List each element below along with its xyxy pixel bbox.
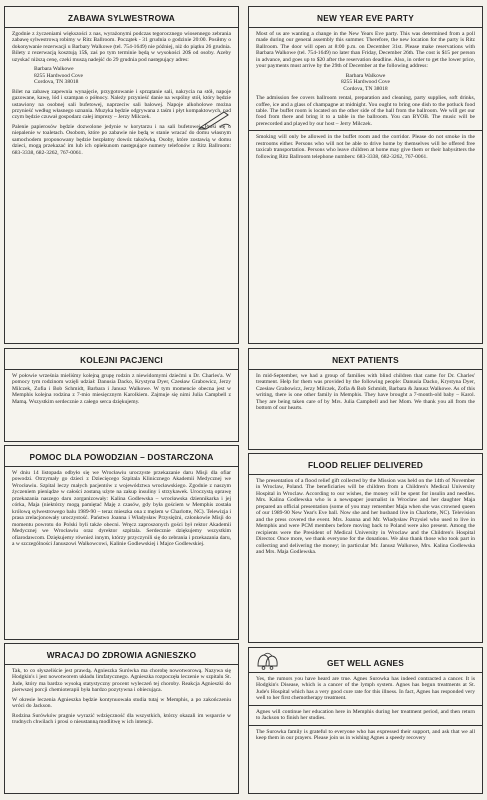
flood-paragraph: The presentation of a flood relief gift collected by the Mission was held on the 14th of November in Wroclaw, Poland. The beneficiaries will be children from a Children's Medical University Hospital in Wroclaw. According to our wishes, the money will be spent for insulin and needles. Mrs. Kalina Godlewska who is a newspaper journalist in Wroclaw and her daughter Maja prepared an official presentation (some of you may remember Maja when she was crowned queen of our 1989-90 New Year's Eve ball. Now she and her husband live in Charlotte, NC). Television and the press covered the event. Mrs. Joanna and Mr. Władysław Przysiel who used to live in Memphis and were PCM members before moving back to Poland were also present. Among the recipients were the President of Medical University in Wroclaw and the Children's Hospital Director. Once more, we thank everyone for the donations. We also thank those who took part in collecting and delivering the money; in particular Mr. Janusz Walkowe, Mrs. Kalina Godlewska and Mrs. Maja Godlewska.	[256, 478, 475, 555]
zabawa-paragraph-2: Bilet na zabawę zapewnia wynajęcie, przygotowanie i sprzątanie sali, nakrycia na stół, napoje gazowane, kawę, lód i szampan o północy. Należy przynieść danie na wspólny stół, który będzie ustawiony na osobnej sali bufetowej, naprzeciw sali balowej. Napoje alkoholowe można przynieść według własnego uznania. Muzyka będzie odgrywana z taśm i płyt kompaktowych, nad czym będzie czuwał gospodarz całej imprezy – Jerzy Milczek.	[12, 88, 231, 121]
nye-paragraph-3: Smoking will only be allowed in the buffet room and the corridor. Please do not smoke in the restrooms either. Persons who will not be able to drive home by themselves will be offered free taxicab transportation. Persons who leave children at home may give them or their babysitters the following Ritz Ballroom telephone numbers: 683-3338, 682-3262, 767-0061.	[256, 134, 475, 160]
kolejni-section	[4, 348, 239, 442]
agnes-paragraph-1: Yes, the rumors you have heard are true. Agnes Surowka has indeed contracted a cancer. It is Hodgkin's Disease, which is a cancer of the lymph system. Agnes has begun treatments at St. Jude's Hospital which has a very good cure rate for this illness. In fact, Agnes has responded very well to her first chemotherapy treatment.	[256, 676, 475, 702]
next-section	[248, 348, 483, 450]
pomoc-section	[4, 445, 239, 640]
nye-section	[248, 6, 483, 344]
polish-column	[4, 6, 239, 794]
zabawa-address: Barbara Walkowe 8255 Hardwood Cove Cordova, TN 38018	[34, 66, 83, 86]
wracaj-section	[4, 643, 239, 794]
wracaj-paragraph-3: Rodzina Surówków pragnie wyrazić wdzięczność dla wszystkich, którzy okazali im wsparcie w trudnych chwilach i prosi o nieustanną modlitwę w ich intencji.	[12, 712, 231, 726]
zabawa-paragraph-1: Zgodnie z życzeniami większości z nas, wyrażonymi podczas tegorocznego wiosennego zebrania zabawę sylwestrową robimy w Ritz Ballroom. Początek - 31 grudnia o godzinie 20:00. Posiłmy o dokonywanie rezerwacji u Barbary Walkowe (tel. 754-1649) nie później, niż do piątku 26 grudnia. Bilety z rezerwacją kosztują 15$, zaś po tym terminie będą w wysokości 20$ od osoby. Azeby uzyskać niższą cenę, czeki muszą nadejść do 29 grudnia pod następujący adres:	[12, 31, 231, 63]
nye-title: NEW YEAR EVE PARTY	[317, 13, 414, 23]
wracaj-title: WRACAJ DO ZDROWIA AGNIESZKO	[46, 650, 197, 660]
wracaj-paragraph-2: W okresie leczenia Agnieszka będzie kontynuowała studia tutaj w Memphis, a po zakończeniu wróci do Jackson.	[12, 696, 231, 710]
zabawa-paragraph-3: Palenie papierosów będzie dozwolone jedynie w korytarzu i na sali bufetowej. Prosi się o niepalenie w toaletach. Osobom, które po zabawie nie będą w stanie wracać do domu własnym samochodem proponowany będzie bezpłatny dowóz taksówką. Osoby, które zostawią w domu dzieci, mogą przekazać im lub ich opiekunom następujące numery telefonów z Ritz Ballroom: 683-3338, 682-3262, 767-0061.	[12, 123, 231, 156]
newsletter-page	[4, 6, 483, 796]
nye-paragraph-2: The admission fee covers ballroom rental, preparation and cleaning, party supplies, soft drinks, coffee, ice and a glass of champagne at midnight. You ought to bring one dish to the potluck food table. The buffet room is located on the other side of the hall from the ballroom. We will get our food from there and bring it to a table in the ballroom. You can BYOB. The music will be prerecorded and played by our host – Jerry Milczek.	[256, 95, 475, 127]
wracaj-paragraph-1: Tak, to co słyszeliście jest prawdą. Agnieszka Surówka ma chorobę nowotworową. Nazywa się Hodgkin's i jest nowotworem układu limfatycznego. Agnieszka rozpoczęła leczenie w szpitalu St. Jude, który ma bardzo wysoką statystyczny procent wyleczeń tej choroby. Reakcja Agnieszki do pierwszej porcji chemioterapii była bardzo pozytywna i obiecująca.	[12, 668, 231, 694]
nye-address: Barbara Walkowe 8255 Hardwood Cove Cordova, TN 38018	[341, 72, 390, 92]
next-title: NEXT PATIENTS	[332, 355, 399, 365]
pomoc-paragraph: W dniu 14 listopada odbyło się we Wrocławiu uroczyste przekazanie daru Misji dla ofiar powodzi. Otrzymały go dzieci z Dziecięcego Szpitala Klinicznego Akademii Medycznej we Wrocławiu. Szpital leczy małych pacjentów z województwa wrocławskiego. Zgodnie z naszym życzeniem pieniądze w całości zostaną użyte na zakup insuliny i strzykawek. Uroczystą oprawę przekazania naszego daru zorganizowały: Kalina Godlewska – wrocławska dziennikarka i jej córka, Maja (niektórzy mogą pamiętać Maję z czasów, gdy była gościem w Memphis została królową sylwestrowego balu 1989-90 – teraz mieszka ona z mężem w Charlotte, NC). Telewizja i prasa zrelacjonowały uroczystość. Państwo Joanna i Władysław Przysiężni, członkowie Misji do momentu powrotu do Polski byli także obecni. Wręcz zaproszonych gości był rektor Akademii Medycznej we Wrocławiu oraz dyrektor szpitala. Serdecznie dziękujemy wszystkim ofiarodawcom. Dziękujemy również innym, którzy przyczynili się do zebrania i przekazania daru, a w szczególności Januszowi Walkowcowi, Kalinie Godlewskiej i Majce Godlewskiej.	[12, 470, 231, 547]
pen-icon	[198, 108, 232, 130]
flood-section	[248, 453, 483, 643]
pomoc-title: POMOC DLA POWODZIAN – DOSTARCZONA	[29, 452, 214, 462]
agnes-section	[248, 647, 483, 794]
agnes-paragraph-2: Agnes will continue her education here in Memphis during her treatment period, and then return to Jackson to finish her studies.	[256, 708, 475, 722]
agnes-title: GET WELL AGNES	[326, 658, 404, 668]
next-paragraph: In mid-September, we had a group of families with blind children that came for Dr. Charles' treatment. Help for them was provided by the following people: Danusia Dacko, Krystyna Dyer, Czesław Grabowicz, Jerzy Milczek, Zofia & Bob Schmidt, Barbara & Janusz Walkowe. As of this writing, there is one other family in Memphis. They have brought a 7-month-old baby – Karol. They are being taken care of by Mrs. Julia Campbell and her Mom. We thank you all from the bottom of our hearts.	[256, 373, 475, 412]
bells-icon	[253, 650, 283, 672]
zabawa-title: ZABAWA SYLWESTROWA	[67, 13, 175, 23]
zabawa-section	[4, 6, 239, 344]
kolejni-title: KOLEJNI PACJENCI	[80, 355, 163, 365]
english-column	[248, 6, 483, 794]
nye-paragraph-1: Most of us are wanting a change in the New Years Eve party. This was determined from a poll made during our general assembly this summer. Therefore, the new location for the party is Ritz Ballroom. The door will open at 8:00 p.m. on December 31st. Please make reservations with Barbara Walkowe (tel. 754-1649) no later than Friday, December 26th. The cost is $15 per person in advance, and goes up to $20 after the reservation deadline. Also, in order to get the lower price, your payments must arrive by the 29th of December at the following address:	[256, 31, 475, 70]
agnes-paragraph-3: The Surowka family is grateful to everyone who has expressed their support, and ask that we all keep them in our prayers. Please join us in wishing Agnes a speedy recovery	[256, 728, 475, 742]
kolejni-paragraph: W połowie września mieliśmy kolejną grupę rodzin z niewidomymi dziećmi u Dr. Charles'a. W pomocy tym rodzinom wzięli udział: Danusia Dacko, Krystyna Dyer, Czesław Grabowicz, Jerzy Milczek, Zofia i Bob Schmidt, Barbara i Janusz Walkowe. W tym momencie obecna jest w Memphis kolejna rodzina z 7-mio miesięcznym Karolkiem. Zajmuje się nimi Julia Campbell z Mamą. Wszystkim serdecznie z całego serca dziękujemy.	[12, 373, 231, 405]
flood-title: FLOOD RELIEF DELIVERED	[307, 460, 424, 470]
